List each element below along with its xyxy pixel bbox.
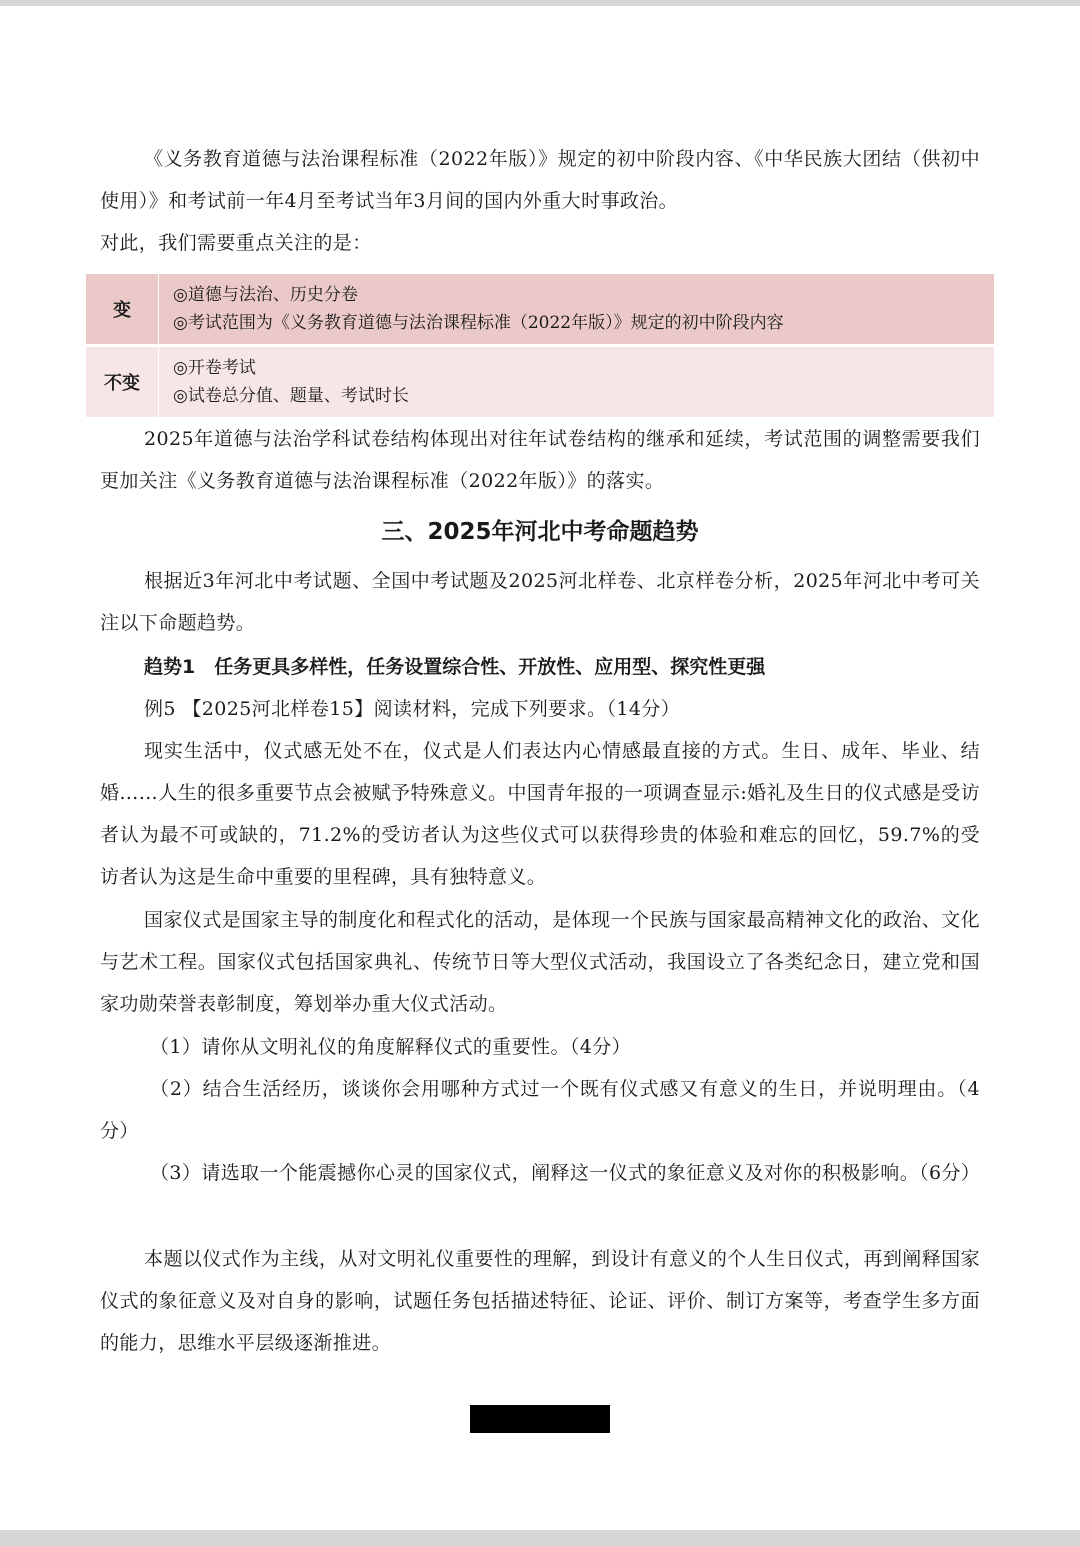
row-label: 变 [86,274,159,344]
list-item: ◎道德与法治、历史分卷 [173,285,358,305]
material-paragraph-1: 现实生活中，仪式感无处不在，仪式是人们表达内心情感最直接的方式。生日、成年、毕业、结婚……人生的很多重要节点会被赋予特殊意义。中国青年报的一项调查显示:婚礼及生日的仪式感是受访者认为最不可或缺的，71.2%的受访者认为这些仪式可以获得珍贵的体验和难忘的回忆，59.7%的受访者认为这是生命中重要的里程碑，具有独特意义。 [100,740,980,888]
trend-intro: 根据近3年河北中考试题、全国中考试题及2025河北样卷、北京样卷分析，2025年河北中考可关注以下命题趋势。 [100,570,980,634]
summary-paragraph: 2025年道德与法治学科试卷结构体现出对往年试卷结构的继承和延续，考试范围的调整需要我们更加关注《义务教育道德与法治课程标准（2022年版）》的落实。 [100,428,980,492]
question-3: （3）请选取一个能震撼你心灵的国家仪式，阐释这一仪式的象征意义及对你的积极影响。（6分） [150,1162,981,1184]
row-label: 不变 [86,347,159,417]
intro-paragraph: 《义务教育道德与法治课程标准（2022年版）》规定的初中阶段内容、《中华民族大团结（供初中使用）》和考试前一年4月至考试当年3月间的国内外重大时事政治。 [100,148,980,212]
question-2: （2）结合生活经历，谈谈你会用哪种方式过一个既有仪式感又有意义的生日，并说明理由。（4分） [100,1078,980,1142]
redaction-bar [470,1405,610,1433]
row-content [159,274,995,344]
section-heading: 三、2025年河北中考命题趋势 [381,519,699,545]
analysis-paragraph: 本题以仪式作为主线，从对文明礼仪重要性的理解，到设计有意义的个人生日仪式，再到阐释国家仪式的象征意义及对自身的影响，试题任务包括描述特征、论证、评价、制订方案等，考查学生多方面的能力，思维水平层级逐渐推进。 [100,1248,980,1354]
material-paragraph-2: 国家仪式是国家主导的制度化和程式化的活动，是体现一个民族与国家最高精神文化的政治、文化与艺术工程。国家仪式包括国家典礼、传统节日等大型仪式活动，我国设立了各类纪念日，建立党和国家功勋荣誉表彰制度，筹划举办重大仪式活动。 [100,909,980,1015]
table-row-change [86,274,994,344]
trend-title: 趋势1 任务更具多样性，任务设置综合性、开放性、应用型、探究性更强 [144,656,766,678]
focus-lead: 对此，我们需要重点关注的是： [100,232,372,254]
example-title: 例5 【2025河北样卷15】阅读材料，完成下列要求。（14分） [144,698,681,720]
document-page [0,6,1080,1530]
change-table [86,274,994,417]
list-item: ◎开卷考试 [173,358,256,378]
question-1: （1）请你从文明礼仪的角度解释仪式的重要性。（4分） [150,1036,632,1058]
list-item: ◎考试范围为《义务教育道德与法治课程标准（2022年版）》规定的初中阶段内容 [173,313,784,333]
list-item: ◎试卷总分值、题量、考试时长 [173,386,409,406]
table-row-unchanged [86,347,994,417]
page-gap [0,1530,1080,1546]
row-content [159,347,995,417]
